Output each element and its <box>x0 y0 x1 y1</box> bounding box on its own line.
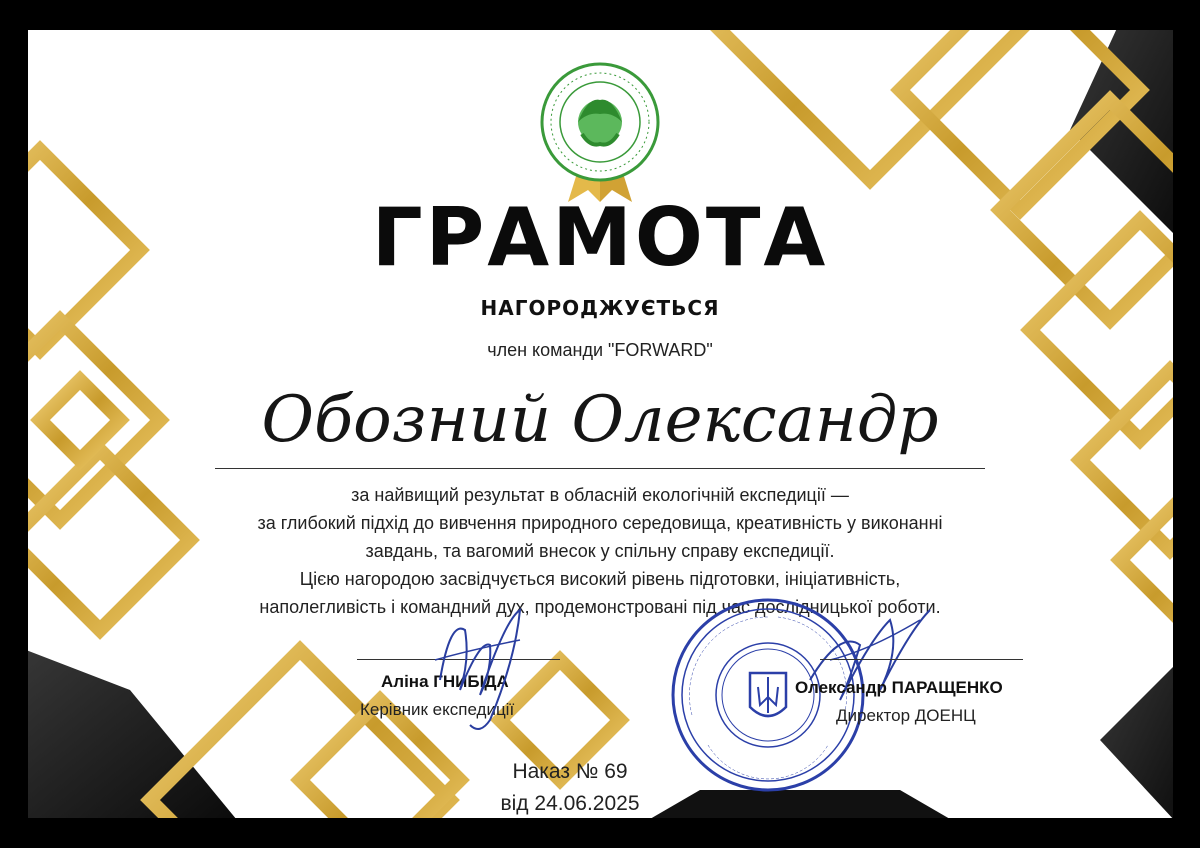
awarded-label: НАГОРОДЖУЄТЬСЯ <box>480 296 720 320</box>
order-number: Наказ № 69 <box>512 760 628 783</box>
left-handwritten-signature <box>420 600 540 740</box>
order-reference <box>460 756 680 820</box>
order-date: від 24.06.2025 <box>500 792 640 815</box>
right-signer-name: Олександр ПАРАЩЕНКО <box>795 678 1003 697</box>
recipient-name: Обозний Олександр <box>261 383 939 457</box>
description-line: за найвищий результат в обласній екологічній експедиції — <box>351 485 849 505</box>
certificate-title: ГРАМОТА <box>371 191 829 284</box>
recipient-underline <box>215 468 985 469</box>
description-line: наполегливість і командний дух, продемонстровані під час дослідницької роботи. <box>259 597 941 617</box>
right-signature-line <box>820 659 1023 660</box>
description-line: Цією нагородою засвідчується високий рівень підготовки, ініціативність, <box>299 569 901 589</box>
description-line: за глибокий підхід до вивчення природного середовища, креативність у виконанні <box>257 513 943 533</box>
right-signer-role: Директор ДОЕНЦ <box>836 706 976 725</box>
eco-center-logo <box>530 52 670 202</box>
team-line: член команди "FORWARD" <box>487 340 713 360</box>
description-line: завдань, та вагомий внесок у спільну справу експедиції. <box>365 541 835 561</box>
left-signer-name: Аліна ГНИБІДА <box>381 672 509 691</box>
left-signer-role: Керівник експедиції <box>360 700 515 719</box>
